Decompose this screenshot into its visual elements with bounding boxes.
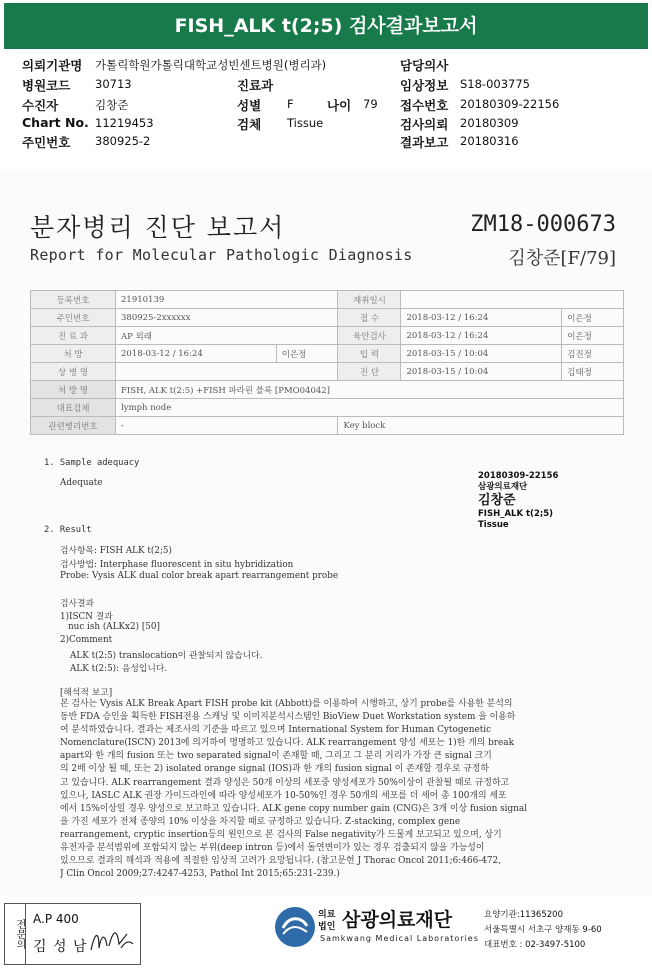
stamp-specimen: Tissue [478,520,509,530]
result-block-line: nuc ish (ALKx2) [50] [68,622,160,632]
interpretation-line: Nomenclature(ISCN) 2013에 의거하여 명명하고 있습니다. ALK rearrangement 양성 세포는 1)한 개의 break [60,738,514,749]
result-block-line: 2)Comment [60,635,113,645]
chart-no-value: 11219453 [95,116,154,130]
age-label: 나이 [327,98,352,113]
table-row [31,381,624,399]
rrn-value: 380925-2 [95,134,151,148]
receipt-value: 20180309-22156 [460,97,560,111]
institution-value: 가톨릭학원가톨릭대학교성빈센트병원(병리과) [95,58,327,72]
hospital-code-value: 30713 [95,77,132,91]
specimen-value: Tissue [287,116,324,130]
interpretation-line: 있으므로 결과의 해석과 적용에 적절한 임상적 고려가 요망됩니다. (참고문헌 J Thorac Oncol 2011;6:466-472, [60,856,502,867]
interpretation-line: 을 가진 세포가 전체 종양의 10% 이상을 차지할 때로 규정하고 있습니다. Z-stacking, complex gene [60,816,461,827]
interpretation-line: apart와 한 개의 fusion 또는 two separated signal이 존재할 때, 그리고 그 분리 거리가 가장 큰 signal 크기 [60,751,492,762]
stamp-org: 삼광의료재단 [478,482,528,492]
table-cell: 380925-2xxxxxx [116,309,338,327]
org-english-name: Samkwang Medical Laboratories [320,934,479,943]
result-line: 검사방법: Interphase fluorescent in situ hybridization [60,560,294,570]
department-label: 진료과 [237,78,274,93]
clinical-info-value: S18-003775 [460,77,530,91]
stamp-patient: 김창준 [478,493,516,508]
specimen-stamp [478,471,618,531]
table-cell: 2018-03-12 / 16:24 [401,327,562,345]
stamp-receipt-no: 20180309-22156 [478,471,559,481]
table-cell: 주민번호 [31,309,116,327]
receipt-label: 접수번호 [400,98,449,113]
table-cell: lymph node [116,399,624,417]
registration-table [30,290,624,435]
table-cell: AP 외래 [116,327,338,345]
table-row [31,291,624,309]
interpretation-line: 의 2배 이상 될 때, 또는 2) isolated orange signal (IOS)과 한 개의 fusion signal 이 존재할 경우로 규정하 [60,764,489,775]
footer [0,900,652,968]
report-date-value: 20180316 [460,134,519,148]
interpretation-paragraph [60,698,605,881]
result-heading: 2. Result [44,525,92,535]
table-cell: 2018-03-12 / 16:24 [401,309,562,327]
org-prefix-2: 법인 [318,922,336,932]
org-prefix-1: 의료 [318,910,336,920]
table-row [31,327,624,345]
clinical-info-label: 임상정보 [400,78,449,93]
sex-label: 성별 [237,98,262,113]
table-cell: 처 방 명 [31,381,116,399]
header-info [0,52,652,152]
english-report-title: Report for Molecular Pathologic Diagnosis [30,246,413,264]
institution-label: 의뢰기관명 [22,58,83,73]
table-row [31,399,624,417]
scanned-report [0,170,652,895]
table-cell: 상 병 명 [31,363,116,381]
table-row [31,345,624,363]
table-cell [116,363,338,381]
specialist-tag: 전문의 [5,904,26,964]
result-block-line: 1)ISCN 결과 [60,612,113,622]
table-cell: 재취일시 [338,291,401,309]
table-cell: 이은정 [276,345,338,363]
interpretation-line: 유전자중 분석범위에 포함되지 않는 부위(deep intron 등)에서 돌연변이가 있는 경우 검출되지 않을 가능성이 [60,843,485,854]
result-block-line: 검사결과 [60,599,94,609]
org-phone: 대표번호 : 02-3497-5100 [484,940,586,950]
table-cell: 21910139 [116,291,338,309]
table-cell: 진 단 [338,363,401,381]
specialist-sign-box [4,903,141,965]
korean-report-title: 분자병리 진단 보고서 [30,213,286,242]
doctor-name: 김 성 남 [33,939,88,955]
report-title: FISH_ALK t(2;5) 검사결과보고서 [4,3,648,49]
table-cell: 처 방 [31,345,116,363]
logo-text: SML [283,949,300,957]
table-cell: 2018-03-12 / 16:24 [116,345,277,363]
table-cell: 대표검체 [31,399,116,417]
request-value: 20180309 [460,116,519,130]
interpretation-line: 있으나, IASLC ALK 권장 가이드라인에 따라 양성세포가 10-50%인 경우 50개의 세포를 더 세어 총 100개의 세포 [60,790,507,801]
table-cell: 이은정 [562,309,624,327]
patient-value: 김창준 [95,98,129,112]
table-cell: 입 력 [338,345,401,363]
physician-label: 담당의사 [400,58,449,73]
report-date-label: 결과보고 [400,135,449,150]
table-cell: 접 수 [338,309,401,327]
interpretation-heading: [해석적 보고] [60,688,113,698]
table-row [31,363,624,381]
table-cell: 김태정 [562,363,624,381]
rrn-label: 주민번호 [22,135,71,150]
report-number: ZM18-000673 [470,212,616,237]
table-cell: 이은정 [562,327,624,345]
interpretation-line: 동반 FDA 승인을 획득한 FISH전용 스캐닝 및 이미지분석시스템인 BioView Duet Workstation system 을 이용하 [60,712,516,723]
table-row [31,417,624,435]
specimen-label: 검체 [237,117,262,132]
result-block-line: ALK t(2:5): 음성입니다. [70,664,168,674]
org-address: 서울특별시 서초구 양재동 9-60 [484,925,602,935]
org-name: 삼광의료재단 [342,909,453,931]
table-cell [401,291,624,309]
table-cell: - [116,417,338,435]
logo-emblem-icon [281,914,309,938]
signature-icon [87,926,135,956]
sex-value: F [287,97,294,111]
table-row [31,309,624,327]
patient-summary: 김창준[F/79] [508,248,616,269]
sample-adequacy-value: Adequate [60,478,103,488]
table-cell: 관련병리번호 [31,417,116,435]
table-cell: 진 료 과 [31,327,116,345]
interpretation-line: 본 검사는 Vysis ALK Break Apart FISH probe kit (Abbott)를 이용하여 시행하고, 상기 probe를 사용한 분석의 [60,699,513,709]
table-cell: 육안검사 [338,327,401,345]
hospital-code-label: 병원코드 [22,78,71,93]
table-cell: 김진정 [562,345,624,363]
interpretation-line: 여 분석하였습니다. 결과는 제조사의 기준을 따르고 있으며 International System for Human Cytogenetic [60,725,492,736]
ap-number: A.P 400 [33,912,79,926]
table-cell: FISH, ALK t(2:5) +FISH 파라핀 블록 [PMO04042] [116,381,624,399]
interpretation-line: 고 있습니다. ALK rearrangement 결과 양성은 50개 이상의 세포중 양성세포가 50%이상이 관찰될 때로 규정하고 [60,777,510,788]
interpretation-line: 에서 15%이상일 경우 양성으로 보고하고 있습니다. ALK gene copy number gain (CNG)은 3개 이상 fusion signal [60,803,528,814]
result-block-line: ALK t(2:5) translocation이 관찰되지 않습니다. [70,651,263,661]
result-line: 검사항목: FISH ALK t(2;5) [60,546,172,556]
table-cell: 2018-03-15 / 10:04 [401,345,562,363]
care-institution-code: 요양기관:11365200 [484,910,563,920]
table-cell: 2018-03-15 / 10:04 [401,363,562,381]
table-cell: 등록번호 [31,291,116,309]
interpretation-line: J Clin Oncol 2009;27:4247-4253, Pathol Int 2015;65:231-239.) [60,869,340,880]
table-cell: Key block [338,417,624,435]
interpretation-line: rearrangement, cryptic insertion등의 원인으로 본 검사의 False negativity가 드물게 보고되고 있으며, 상기 [60,829,502,840]
age-value: 79 [363,97,378,111]
result-line: Probe: Vysis ALK dual color break apart rearrangement probe [60,571,339,581]
sample-adequacy-heading: 1. Sample adequacy [44,458,140,468]
patient-label: 수진자 [22,98,59,113]
chart-no-label: Chart No. [22,115,89,130]
stamp-test: FISH_ALK t(2;5) [478,509,554,519]
request-label: 검사의뢰 [400,117,449,132]
